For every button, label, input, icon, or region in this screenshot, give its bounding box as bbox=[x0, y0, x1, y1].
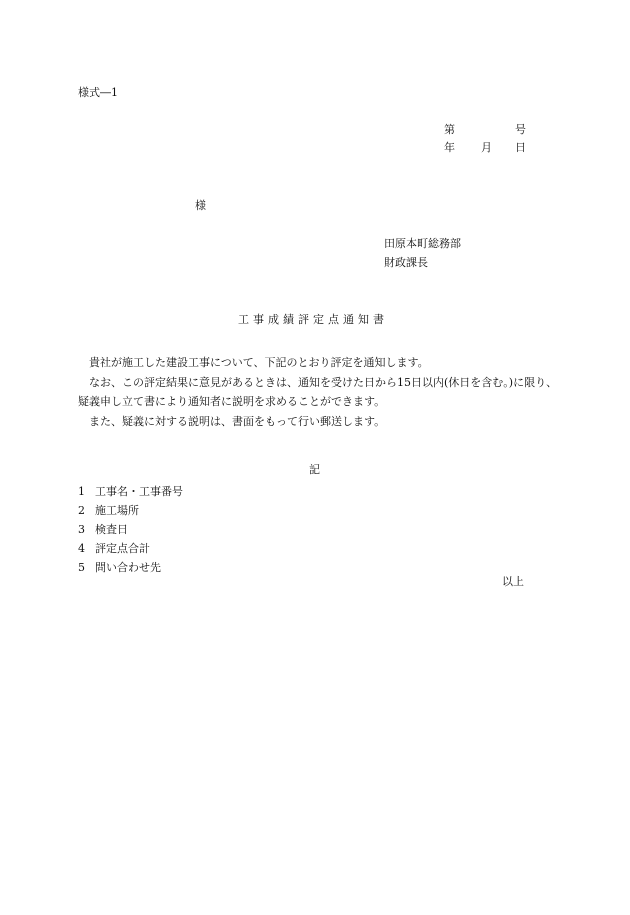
sender-department: 田原本町総務部 bbox=[384, 237, 461, 250]
body-text bbox=[78, 353, 558, 431]
item-number: 4 bbox=[78, 542, 85, 555]
item-label: 問い合わせ先 bbox=[95, 561, 161, 574]
item-number: 3 bbox=[78, 523, 85, 536]
form-number: 様式―1 bbox=[78, 86, 118, 99]
list-item bbox=[78, 482, 183, 501]
item-label: 工事名・工事番号 bbox=[95, 485, 183, 498]
date-day-label: 日 bbox=[515, 141, 526, 154]
body-paragraph-1: 貴社が施工した建設工事について、下記のとおり評定を通知します。 bbox=[89, 356, 429, 369]
item-list bbox=[78, 482, 183, 577]
item-label: 施工場所 bbox=[95, 504, 139, 517]
item-label: 評定点合計 bbox=[95, 542, 150, 555]
item-label: 検査日 bbox=[95, 523, 128, 536]
body-paragraph-2: なお、この評定結果に意見があるときは、通知を受けた日から15日以内(休日を含む。)に限り、疑義申し立て書により通知者に説明を求めることができます。 bbox=[78, 375, 558, 408]
document-number-suffix: 号 bbox=[515, 123, 526, 136]
item-number: 1 bbox=[78, 485, 85, 498]
document-number-prefix: 第 bbox=[444, 123, 455, 136]
list-item bbox=[78, 520, 183, 539]
document-title: 工事成績評定点通知書 bbox=[238, 313, 388, 326]
list-item bbox=[78, 501, 183, 520]
date-year-label: 年 bbox=[444, 141, 455, 154]
item-number: 2 bbox=[78, 504, 85, 517]
sender-title: 財政課長 bbox=[384, 256, 428, 269]
closing-mark: 以上 bbox=[502, 575, 524, 588]
item-number: 5 bbox=[78, 561, 85, 574]
list-item bbox=[78, 558, 183, 577]
addressee-honorific: 様 bbox=[195, 199, 206, 212]
ki-heading: 記 bbox=[309, 463, 320, 476]
body-paragraph-3: また、疑義に対する説明は、書面をもって行い郵送します。 bbox=[89, 414, 386, 428]
date-month-label: 月 bbox=[481, 141, 492, 154]
list-item bbox=[78, 539, 183, 558]
